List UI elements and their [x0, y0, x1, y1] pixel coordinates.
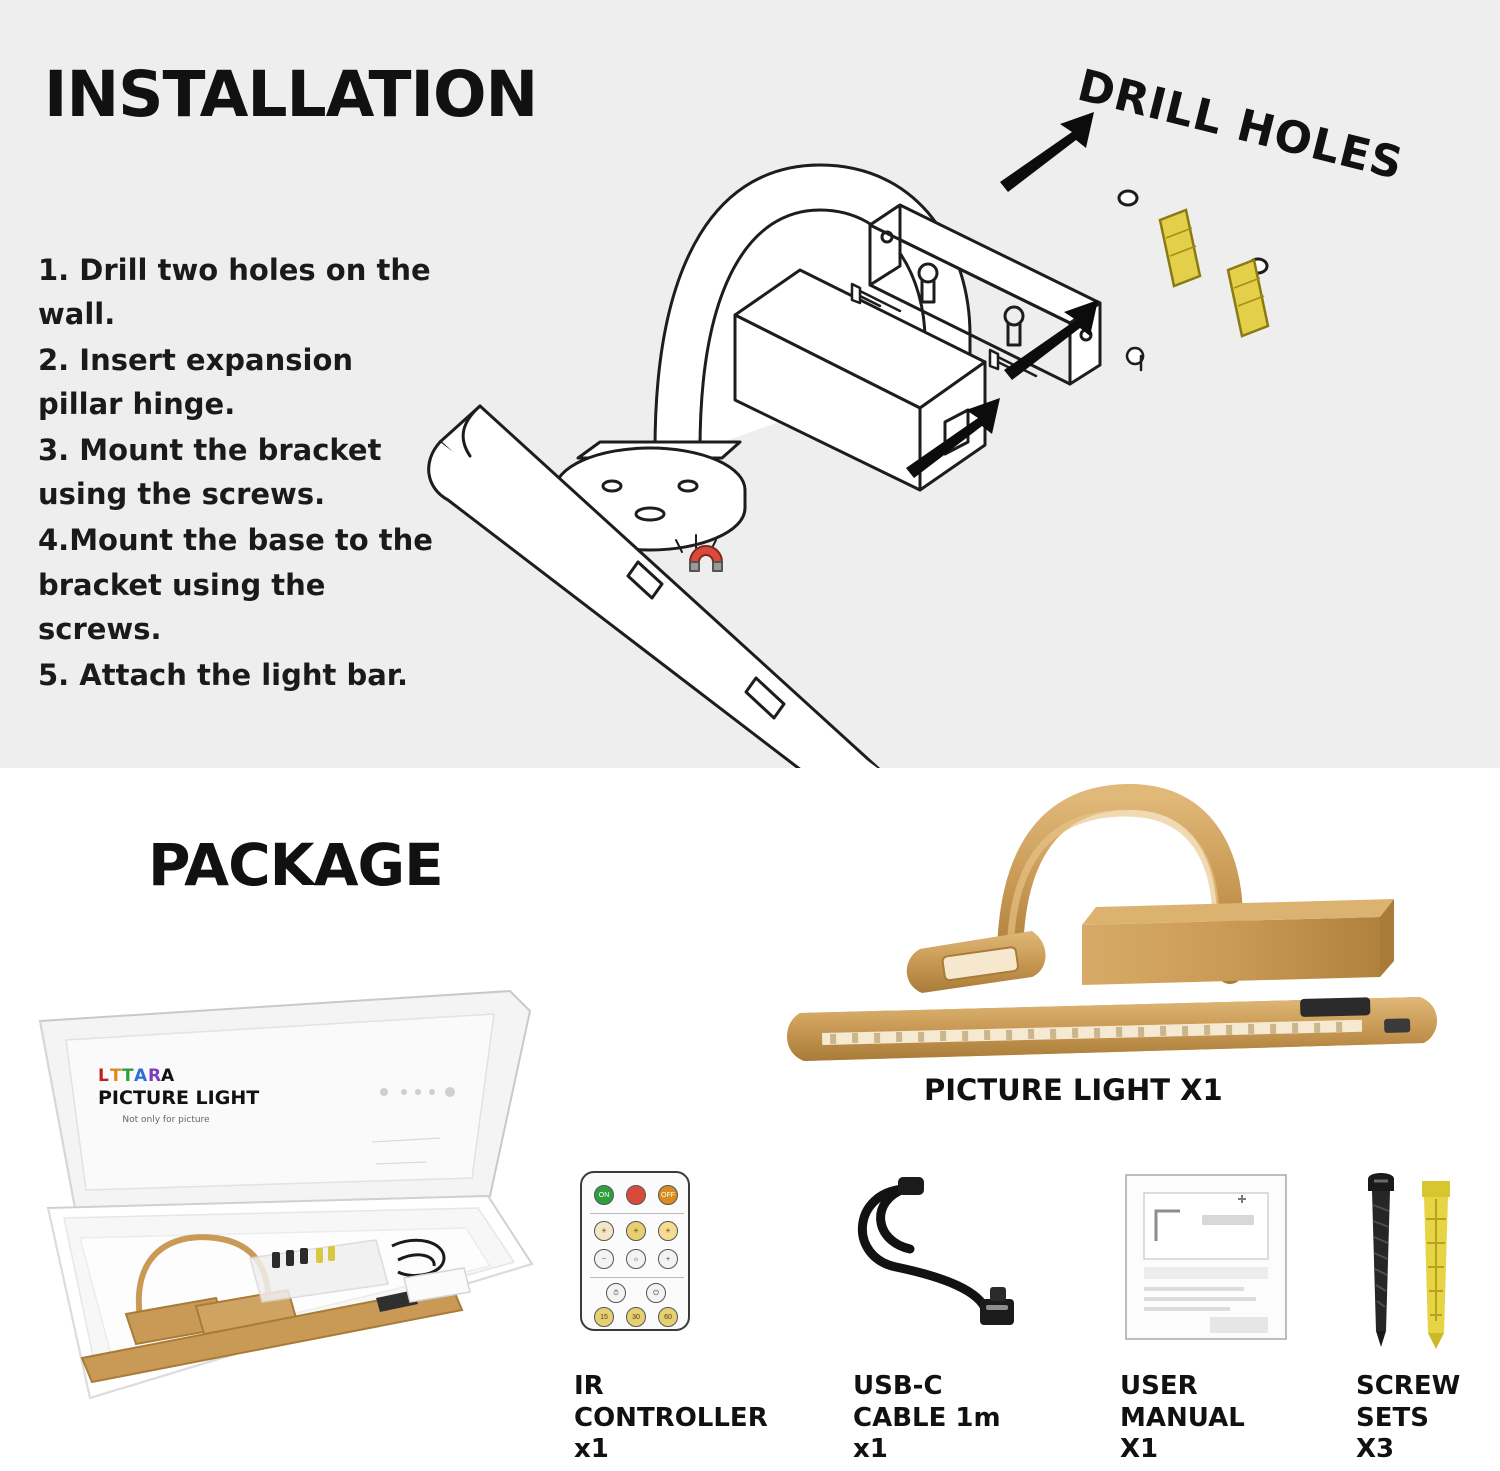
label-line: x1	[574, 1434, 609, 1465]
accessory-label-screw-sets	[1356, 1371, 1500, 1466]
accessory-label-usb-cable	[853, 1371, 1103, 1466]
label-line: USB-C	[853, 1371, 943, 1401]
label-line: USER	[1120, 1371, 1198, 1401]
installation-diagram	[400, 70, 1500, 770]
label-line: CONTROLLER	[574, 1402, 768, 1433]
label-line: X1	[1120, 1434, 1159, 1465]
package-panel	[0, 771, 1500, 1471]
list-item: 1. Drill two holes on the wall.	[38, 253, 431, 332]
svg-text:L: L	[98, 1066, 109, 1086]
box-product-name: PICTURE LIGHT	[98, 1087, 260, 1109]
page-title: INSTALLATION	[44, 58, 538, 131]
label-line: X3	[1356, 1434, 1395, 1465]
picture-light-product	[760, 771, 1460, 1111]
screw-set-icon	[1350, 1171, 1490, 1356]
accessory-usb-cable	[840, 1171, 1060, 1356]
list-item: 4.Mount the base to the bracket using the screws.	[38, 523, 433, 646]
label-line: SETS	[1356, 1402, 1429, 1433]
svg-text:T: T	[122, 1066, 134, 1086]
usb-cable-icon	[840, 1171, 1060, 1356]
ir-controller-icon: ON OFF ☀ ☀ ☀ − ☼ + ⏱ ⏻ 15 30 60	[570, 1171, 790, 1356]
label-line: SCREW	[1356, 1371, 1461, 1401]
label-line: x1	[853, 1434, 888, 1465]
svg-text:R: R	[148, 1066, 162, 1086]
list-item: 3. Mount the bracket using the screws.	[38, 433, 382, 512]
box-tagline: Not only for picture	[122, 1115, 210, 1125]
user-manual-icon	[1110, 1171, 1310, 1356]
package-title: PACKAGE	[148, 831, 443, 899]
accessory-label-ir-controller	[574, 1371, 844, 1466]
label-line: MANUAL	[1120, 1402, 1245, 1433]
list-item: 5. Attach the light bar.	[38, 657, 408, 692]
accessory-ir-controller	[570, 1171, 790, 1356]
list-item: 2. Insert expansion pillar hinge.	[38, 343, 354, 422]
picture-light-caption: PICTURE LIGHT X1	[924, 1073, 1223, 1107]
svg-text:A: A	[134, 1066, 148, 1086]
label-line: CABLE 1m	[853, 1402, 1001, 1433]
svg-text:A: A	[161, 1066, 175, 1086]
installation-steps	[38, 248, 438, 699]
accessory-screw-sets	[1350, 1171, 1490, 1356]
svg-text:T: T	[110, 1066, 122, 1086]
accessory-user-manual	[1110, 1171, 1310, 1356]
accessory-label-user-manual	[1120, 1371, 1340, 1466]
drill-holes-label: DRILL HOLES	[1072, 60, 1409, 191]
label-line: IR	[574, 1371, 604, 1401]
package-box-photo	[20, 946, 550, 1426]
